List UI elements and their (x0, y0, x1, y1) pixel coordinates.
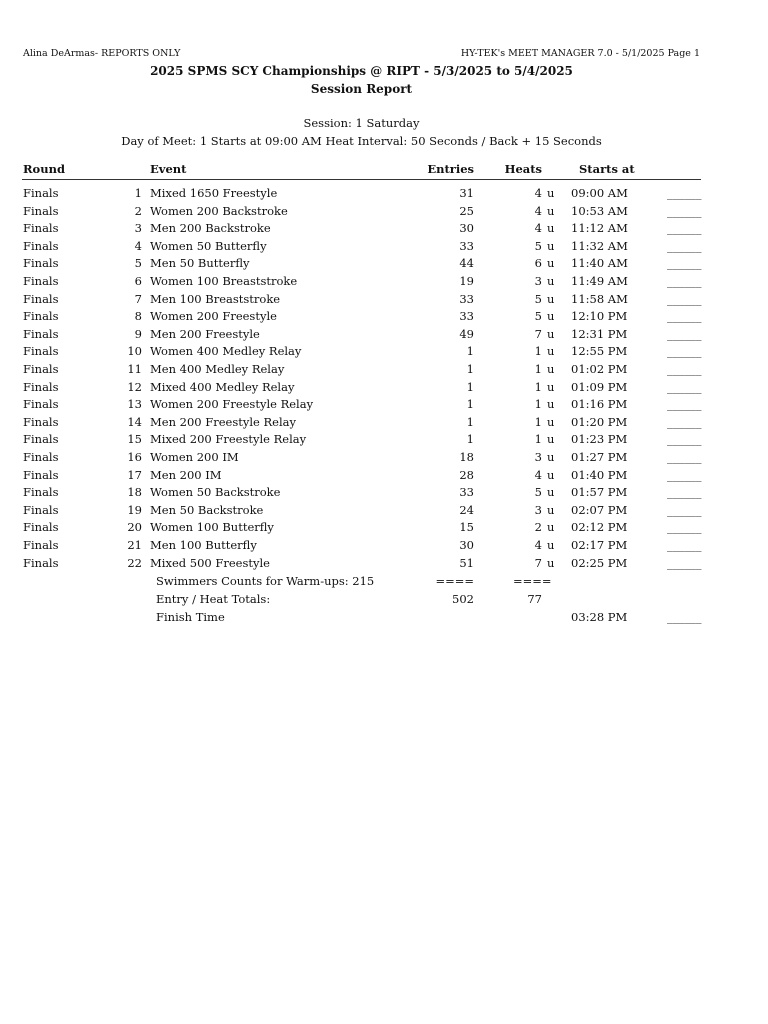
event-number: 14 (127, 414, 142, 429)
heats-count: 1 (534, 397, 542, 412)
round-cell: Finals (23, 502, 59, 517)
event-name: Men 50 Backstroke (150, 502, 264, 517)
signoff-blank: ______ (667, 309, 702, 324)
finish-time-label: Finish Time (156, 610, 225, 624)
round-cell: Finals (23, 238, 59, 253)
event-name: Men 200 IM (150, 467, 222, 482)
table-row (0, 432, 768, 449)
event-number: 15 (127, 432, 142, 447)
event-number: 18 (127, 485, 142, 500)
totals-row-finish (0, 610, 768, 627)
heat-flag: u (547, 309, 555, 324)
heat-flag: u (547, 414, 555, 429)
signoff-blank: ______ (667, 467, 702, 482)
meet-title: 2025 SPMS SCY Championships @ RIPT - 5/3/2025 to 5/4/2025 (150, 64, 573, 78)
start-time: 02:17 PM (571, 538, 628, 552)
heats-count: 5 (534, 485, 542, 500)
start-time: 01:09 PM (571, 379, 628, 394)
heat-flag: u (547, 238, 555, 253)
start-time: 11:32 AM (571, 238, 628, 253)
entry-heat-label: Entry / Heat Totals: (156, 592, 271, 606)
heats-count: 5 (534, 309, 542, 324)
heat-flag: u (547, 186, 555, 200)
table-row (0, 520, 768, 537)
signoff-blank: ______ (667, 256, 702, 271)
event-number: 7 (134, 291, 142, 306)
entries-count: 25 (459, 203, 474, 218)
heat-flag: u (547, 538, 555, 552)
start-time: 10:53 AM (571, 203, 628, 218)
start-time: 12:10 PM (571, 309, 628, 324)
round-cell: Finals (23, 344, 59, 359)
heat-flag: u (547, 520, 555, 535)
round-cell: Finals (23, 467, 59, 482)
round-cell: Finals (23, 397, 59, 412)
start-time: 01:23 PM (571, 432, 628, 447)
entries-count: 1 (466, 397, 474, 412)
finish-time-blank: ______ (667, 610, 702, 624)
heat-flag: u (547, 221, 555, 236)
signoff-blank: ______ (667, 238, 702, 253)
round-cell: Finals (23, 520, 59, 535)
signoff-blank: ______ (667, 450, 702, 464)
event-number: 3 (134, 221, 142, 236)
total-heats: 77 (527, 592, 542, 606)
session-line: Session: 1 Saturday (303, 116, 420, 130)
table-row (0, 538, 768, 555)
signoff-blank: ______ (667, 203, 702, 218)
heat-flag: u (547, 203, 555, 218)
event-name: Men 50 Butterfly (150, 256, 250, 271)
event-name: Women 200 Freestyle (150, 309, 277, 324)
event-number: 4 (134, 238, 142, 253)
heats-count: 3 (534, 502, 542, 517)
table-row (0, 380, 768, 397)
round-cell: Finals (23, 379, 59, 394)
event-name: Mixed 400 Medley Relay (150, 379, 295, 394)
event-number: 6 (134, 274, 142, 288)
event-number: 12 (127, 379, 142, 394)
totals-row-entry-heat (0, 592, 768, 609)
event-name: Mixed 1650 Freestyle (150, 186, 278, 200)
table-row (0, 274, 768, 291)
start-time: 11:12 AM (571, 221, 628, 236)
entries-count: 49 (459, 326, 474, 341)
signoff-blank: ______ (667, 291, 702, 306)
round-cell: Finals (23, 555, 59, 570)
round-cell: Finals (23, 291, 59, 306)
heat-flag: u (547, 502, 555, 517)
heat-flag: u (547, 326, 555, 341)
event-number: 10 (127, 344, 142, 359)
signoff-blank: ______ (667, 520, 702, 535)
heats-count: 5 (534, 238, 542, 253)
heats-count: 1 (534, 344, 542, 359)
entries-count: 33 (459, 309, 474, 324)
col-event: Event (150, 162, 187, 176)
heats-count: 4 (534, 467, 542, 482)
heats-count: 1 (534, 414, 542, 429)
round-cell: Finals (23, 326, 59, 341)
table-row (0, 397, 768, 414)
heat-flag: u (547, 467, 555, 482)
event-number: 16 (127, 450, 142, 464)
start-time: 01:57 PM (571, 485, 628, 500)
entries-count: 1 (466, 414, 474, 429)
round-cell: Finals (23, 362, 59, 376)
entries-count: 33 (459, 291, 474, 306)
col-heats: Heats (504, 162, 542, 176)
start-time: 09:00 AM (571, 186, 628, 200)
round-cell: Finals (23, 538, 59, 552)
table-row (0, 309, 768, 326)
event-name: Men 400 Medley Relay (150, 362, 285, 376)
table-row (0, 221, 768, 238)
heats-count: 4 (534, 538, 542, 552)
signoff-blank: ______ (667, 326, 702, 341)
table-row (0, 292, 768, 309)
event-name: Mixed 200 Freestyle Relay (150, 432, 307, 447)
heats-count: 2 (534, 520, 542, 535)
signoff-blank: ______ (667, 397, 702, 412)
start-time: 02:12 PM (571, 520, 628, 535)
entries-count: 28 (459, 467, 474, 482)
event-name: Women 100 Butterfly (150, 520, 274, 535)
event-number: 19 (127, 502, 142, 517)
start-time: 11:40 AM (571, 256, 628, 271)
table-row (0, 256, 768, 273)
total-entries: 502 (452, 592, 474, 606)
table-row (0, 327, 768, 344)
event-number: 1 (134, 186, 142, 200)
heat-flag: u (547, 291, 555, 306)
round-cell: Finals (23, 221, 59, 236)
heat-flag: u (547, 450, 555, 464)
heats-count: 1 (534, 362, 542, 376)
report-header-left: Alina DeArmas- REPORTS ONLY (23, 48, 181, 59)
signoff-blank: ______ (667, 221, 702, 236)
event-name: Women 400 Medley Relay (150, 344, 302, 359)
table-row (0, 450, 768, 467)
event-name: Women 50 Backstroke (150, 485, 281, 500)
round-cell: Finals (23, 309, 59, 324)
event-name: Women 200 IM (150, 450, 239, 464)
report-header-right: HY-TEK's MEET MANAGER 7.0 - 5/1/2025 Page 1 (460, 48, 700, 59)
heats-count: 3 (534, 450, 542, 464)
heats-count: 4 (534, 203, 542, 218)
signoff-blank: ______ (667, 274, 702, 288)
event-name: Women 200 Backstroke (150, 203, 288, 218)
event-name: Men 100 Butterfly (150, 538, 257, 552)
table-row (0, 239, 768, 256)
warmup-count-label: Swimmers Counts for Warm-ups: 215 (156, 574, 375, 588)
signoff-blank: ______ (667, 485, 702, 500)
round-cell: Finals (23, 414, 59, 429)
col-starts-at: Starts at (579, 162, 635, 176)
entries-count: 24 (459, 502, 474, 517)
signoff-blank: ______ (667, 502, 702, 517)
event-number: 13 (127, 397, 142, 412)
start-time: 02:07 PM (571, 502, 628, 517)
event-number: 8 (134, 309, 142, 324)
signoff-blank: ______ (667, 555, 702, 570)
heats-total-rule: ==== (513, 574, 552, 588)
entries-count: 18 (459, 450, 474, 464)
start-time: 11:49 AM (571, 274, 628, 288)
table-row (0, 362, 768, 379)
start-time: 01:02 PM (571, 362, 628, 376)
signoff-blank: ______ (667, 414, 702, 429)
table-row (0, 468, 768, 485)
heats-count: 4 (534, 186, 542, 200)
heat-flag: u (547, 274, 555, 288)
table-row (0, 186, 768, 203)
heat-flag: u (547, 555, 555, 570)
round-cell: Finals (23, 432, 59, 447)
entries-total-rule: ==== (435, 574, 474, 588)
round-cell: Finals (23, 203, 59, 218)
entries-count: 1 (466, 362, 474, 376)
heat-flag: u (547, 362, 555, 376)
event-name: Men 200 Backstroke (150, 221, 271, 236)
table-row (0, 556, 768, 573)
entries-count: 19 (459, 274, 474, 288)
round-cell: Finals (23, 186, 59, 200)
start-time: 01:40 PM (571, 467, 628, 482)
entries-count: 1 (466, 432, 474, 447)
finish-time-value: 03:28 PM (571, 610, 628, 624)
col-round: Round (23, 162, 65, 176)
entries-count: 33 (459, 485, 474, 500)
entries-count: 30 (459, 221, 474, 236)
heat-flag: u (547, 397, 555, 412)
table-row (0, 415, 768, 432)
event-number: 17 (127, 467, 142, 482)
round-cell: Finals (23, 256, 59, 271)
heats-count: 7 (534, 326, 542, 341)
heats-count: 1 (534, 379, 542, 394)
round-cell: Finals (23, 485, 59, 500)
event-number: 22 (127, 555, 142, 570)
signoff-blank: ______ (667, 379, 702, 394)
heat-flag: u (547, 256, 555, 271)
entries-count: 1 (466, 344, 474, 359)
heats-count: 5 (534, 291, 542, 306)
table-row (0, 503, 768, 520)
event-number: 11 (127, 362, 142, 376)
round-cell: Finals (23, 450, 59, 464)
signoff-blank: ______ (667, 344, 702, 359)
table-row (0, 344, 768, 361)
signoff-blank: ______ (667, 362, 702, 376)
start-time: 01:27 PM (571, 450, 628, 464)
header-rule (22, 179, 701, 180)
entries-count: 1 (466, 379, 474, 394)
start-time: 01:16 PM (571, 397, 628, 412)
totals-row-warmup (0, 574, 768, 591)
heat-flag: u (547, 379, 555, 394)
event-name: Men 200 Freestyle (150, 326, 260, 341)
heats-count: 4 (534, 221, 542, 236)
event-name: Women 100 Breaststroke (150, 274, 298, 288)
heat-flag: u (547, 344, 555, 359)
event-number: 21 (127, 538, 142, 552)
entries-count: 33 (459, 238, 474, 253)
event-name: Women 50 Butterfly (150, 238, 267, 253)
entries-count: 30 (459, 538, 474, 552)
table-row (0, 485, 768, 502)
entries-count: 44 (459, 256, 474, 271)
event-number: 5 (134, 256, 142, 271)
start-time: 01:20 PM (571, 414, 628, 429)
event-name: Women 200 Freestyle Relay (150, 397, 314, 412)
signoff-blank: ______ (667, 186, 702, 200)
round-cell: Finals (23, 274, 59, 288)
event-number: 2 (134, 203, 142, 218)
heat-flag: u (547, 485, 555, 500)
heats-count: 3 (534, 274, 542, 288)
start-time: 12:31 PM (571, 326, 628, 341)
heats-count: 6 (534, 256, 542, 271)
event-number: 20 (127, 520, 142, 535)
report-name: Session Report (310, 82, 413, 96)
day-of-meet-line: Day of Meet: 1 Starts at 09:00 AM Heat Interval: 50 Seconds / Back + 15 Seconds (121, 134, 602, 148)
col-entries: Entries (427, 162, 474, 176)
event-number: 9 (134, 326, 142, 341)
table-row (0, 204, 768, 221)
event-name: Men 100 Breaststroke (150, 291, 281, 306)
heats-count: 1 (534, 432, 542, 447)
event-name: Mixed 500 Freestyle (150, 555, 270, 570)
entries-count: 31 (459, 186, 474, 200)
heats-count: 7 (534, 555, 542, 570)
start-time: 12:55 PM (571, 344, 628, 359)
heat-flag: u (547, 432, 555, 447)
start-time: 02:25 PM (571, 555, 628, 570)
entries-count: 15 (459, 520, 474, 535)
start-time: 11:58 AM (571, 291, 628, 306)
signoff-blank: ______ (667, 432, 702, 447)
signoff-blank: ______ (667, 538, 702, 552)
event-name: Men 200 Freestyle Relay (150, 414, 296, 429)
entries-count: 51 (459, 555, 474, 570)
